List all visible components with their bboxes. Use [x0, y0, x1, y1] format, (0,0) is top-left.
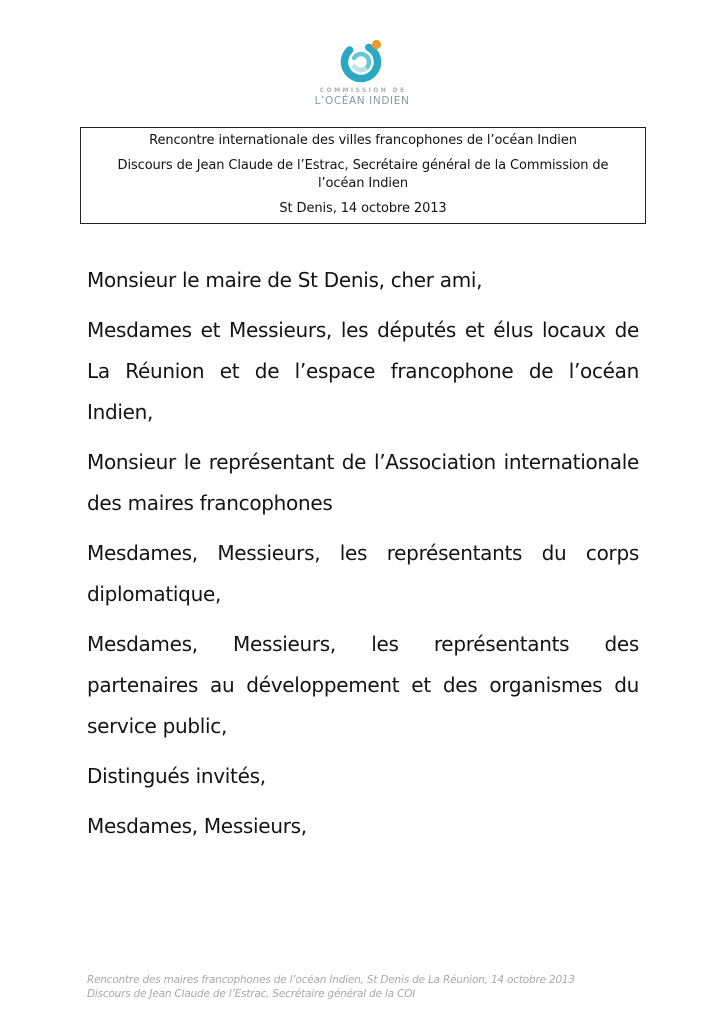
paragraph-salutation-mayor: Monsieur le maire de St Denis, cher ami, [87, 268, 483, 292]
paragraph-distinguished-guests: Distingués invités, [87, 764, 266, 788]
footer-line-event: Rencontre des maires francophones de l’océan Indien, St Denis de La Réunion, 14 octobre 2013 [87, 974, 575, 986]
paragraph-development-partners: Mesdames, Messieurs, les représentants des partenaires au développement et des organismes du service public, [87, 632, 639, 738]
logo-text-ocean-indien: L’OCÉAN INDIEN [314, 95, 410, 107]
title-line-speech: Discours de Jean Claude de l’Estrac, Secrétaire général de la Commission de l’océan Indien [117, 158, 609, 191]
coi-swirl-icon [338, 36, 386, 84]
title-line-event: Rencontre internationale des villes francophones de l’océan Indien [149, 133, 577, 148]
coi-logo [0, 36, 724, 107]
paragraph-diplomatic-corps: Mesdames, Messieurs, les représentants du corps diplomatique, [87, 541, 639, 606]
paragraph-ladies-gentlemen: Mesdames, Messieurs, [87, 814, 307, 838]
footer-line-speech: Discours de Jean Claude de l’Estrac, Secrétaire général de la COI [87, 988, 416, 1000]
speech-body [87, 260, 639, 856]
logo-text-commission-de: COMMISSION DE [319, 87, 407, 94]
title-box [80, 127, 646, 224]
page-footer [87, 973, 687, 1001]
title-line-date: St Denis, 14 octobre 2013 [279, 201, 447, 216]
paragraph-aimf-representative: Monsieur le représentant de l’Association internationale des maires francophones [87, 450, 639, 515]
paragraph-deputies: Mesdames et Messieurs, les députés et élus locaux de La Réunion et de l’espace francophone de l’océan Indien, [87, 318, 639, 424]
